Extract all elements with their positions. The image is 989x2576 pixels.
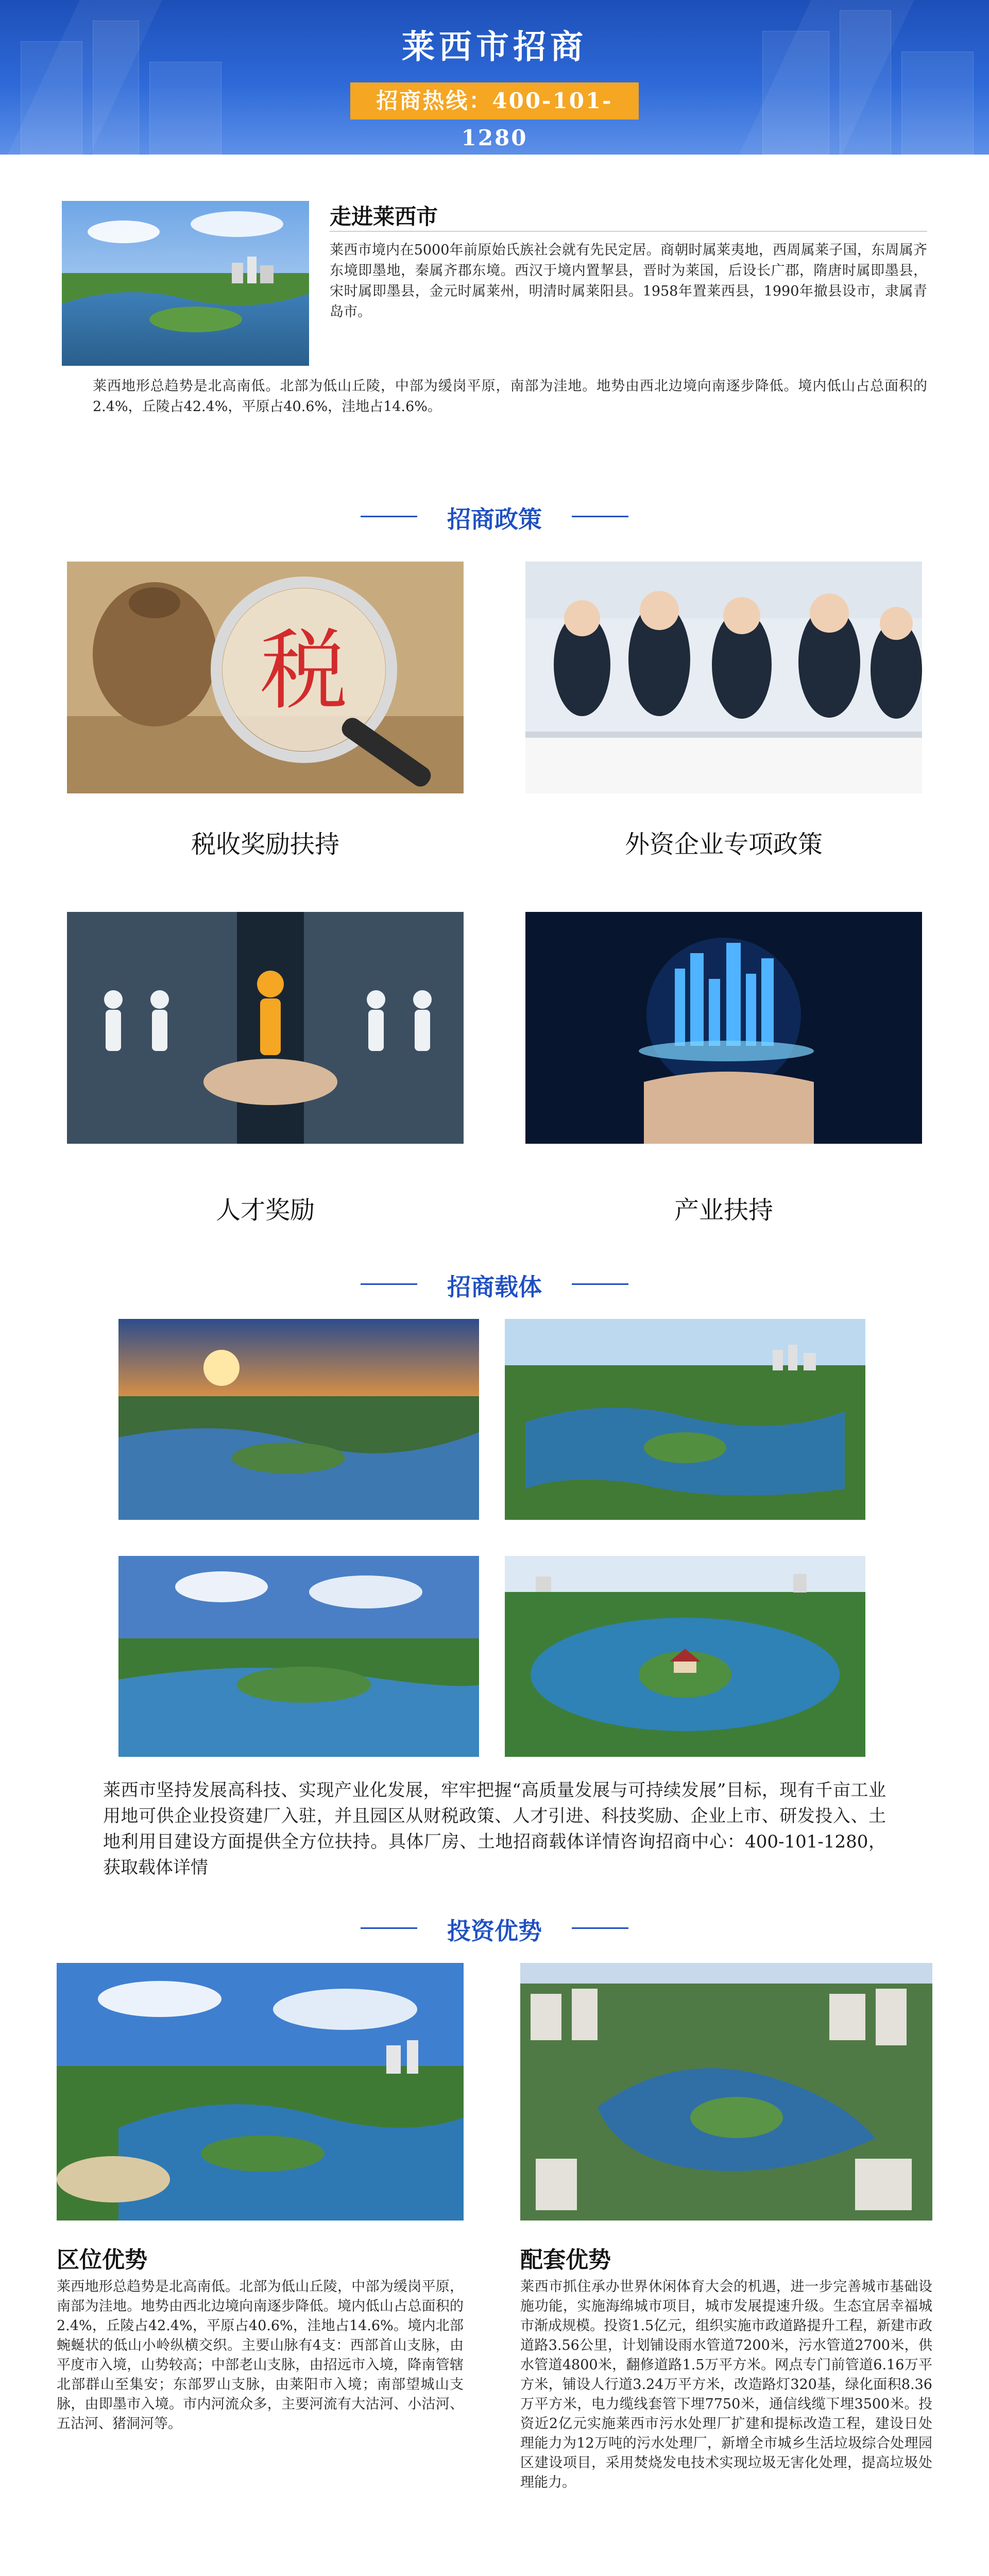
talent-figure-photo [67,912,464,1144]
park-aerial-photo [505,1319,865,1520]
location-heading: 区位优势 [57,2247,147,2273]
policy-section-title: 招商政策 [447,505,542,533]
page-title: 莱西市招商 [402,28,587,66]
intro-lake-photo [62,201,309,366]
policy-label-foreign: 外资企业专项政策 [624,830,823,859]
carrier-rule-right [572,1283,628,1285]
sunset-lake-photo [118,1319,479,1520]
tax-magnifier-photo [67,562,464,793]
intro-paragraph-1: 莱西市境内在5000年前原始氏族社会就有先民定居。商朝时属莱夷地，西周属莱子国，东周属齐东境即墨地，秦属齐郡东境。西汉于境内置挈县，晋时为莱国，后设长广郡，隋唐时属即墨县，宋时属即墨县，金元时属莱州，明清时属莱阳县。1958年置莱西县，1990年撤县设市，隶属青岛市。 [330,242,927,320]
carrier-section-title: 招商载体 [447,1273,542,1301]
policy-label-industry: 产业扶持 [674,1196,773,1225]
svg-text:税: 税 [260,620,348,722]
carrier-description: 莱西市坚持发展高科技、实现产业化发展，牢牢把握“高质量发展与可持续发展”目标，现有千亩工业用地可供企业投资建厂入驻，并且园区从财税政策、人才引进、科技奖励、企业上市、研发投入、土地利用目建设方面提供全方位扶持。具体厂房、土地招商载体详情咨询招商中心：400-101-1280，获取载体详情 [103,1780,886,1878]
pavilion-lake-photo [505,1556,865,1757]
business-meeting-photo [525,562,922,793]
investment-section-title: 投资优势 [447,1917,542,1945]
investment-rule-right [572,1927,628,1929]
policy-rule-right [572,516,628,517]
lake-island-photo [118,1556,479,1757]
location-aerial-photo [57,1963,464,2221]
policy-label-talent: 人才奖励 [215,1196,315,1225]
hotline-badge[interactable]: 招商热线：400-101-1280 [350,82,639,120]
facility-heading: 配套优势 [520,2247,611,2273]
industry-city-hand-photo [525,912,922,1144]
header-banner [0,0,989,155]
policy-label-tax: 税收奖励扶持 [191,830,339,859]
location-text: 莱西地形总趋势是北高南低。北部为低山丘陵，中部为缓岗平原，南部为洼地。地势由西北边境向南逐步降低。境内低山占总面积的2.4%，丘陵占42.4%，平原占40.6%，洼地占14.6%。境内北部蜿蜒状的低山小岭纵横交织。主要山脉有4支：西部首山支脉，由平度市入境，山势较高；中部老山支脉，由招远市入境，降南管辖北部群山至集安；东部罗山支脉，由莱阳市入境；南部望城山支脉，由即墨市入境。市内河流众多，主要河流有大沽河、小沽河、五沽河、猪洞河等。 [57,2279,464,2432]
facility-text: 莱西市抓住承办世界休闲体育大会的机遇，进一步完善城市基础设施功能，实施海绵城市项目，城市发展提速升级。生态宜居幸福城市渐成规模。投资1.5亿元，组织实施市政道路提升工程，新建市政道路3.56公里，计划铺设雨水管道7200米，污水管道2700米，供水管道4800米，翻修道路1.5万平方米。网点专门前管道6.16万平方米，铺设人行道3.24万平方米，改造路灯320基，绿化面积8.36万平方米，电力缆线套管下埋7750米，通信线缆下埋3500米。投资近2亿元实施莱西市污水处理厂扩建和提标改造工程，建设日处理能力为12万吨的污水处理厂，新增全市城乡生活垃圾综合处理园区建设项目，采用焚烧发电技术实现垃圾无害化处理，提高垃圾处理能力。 [520,2279,932,2490]
facility-city-photo [520,1963,932,2221]
intro-heading: 走进莱西市 [330,204,438,229]
intro-paragraph-2: 莱西地形总趋势是北高南低。北部为低山丘陵，中部为缓岗平原，南部为洼地。地势由西北边境向南逐步降低。境内低山占总面积的2.4%，丘陵占42.4%，平原占40.6%，洼地占14.6%。 [93,378,927,415]
intro-divider [330,231,927,232]
